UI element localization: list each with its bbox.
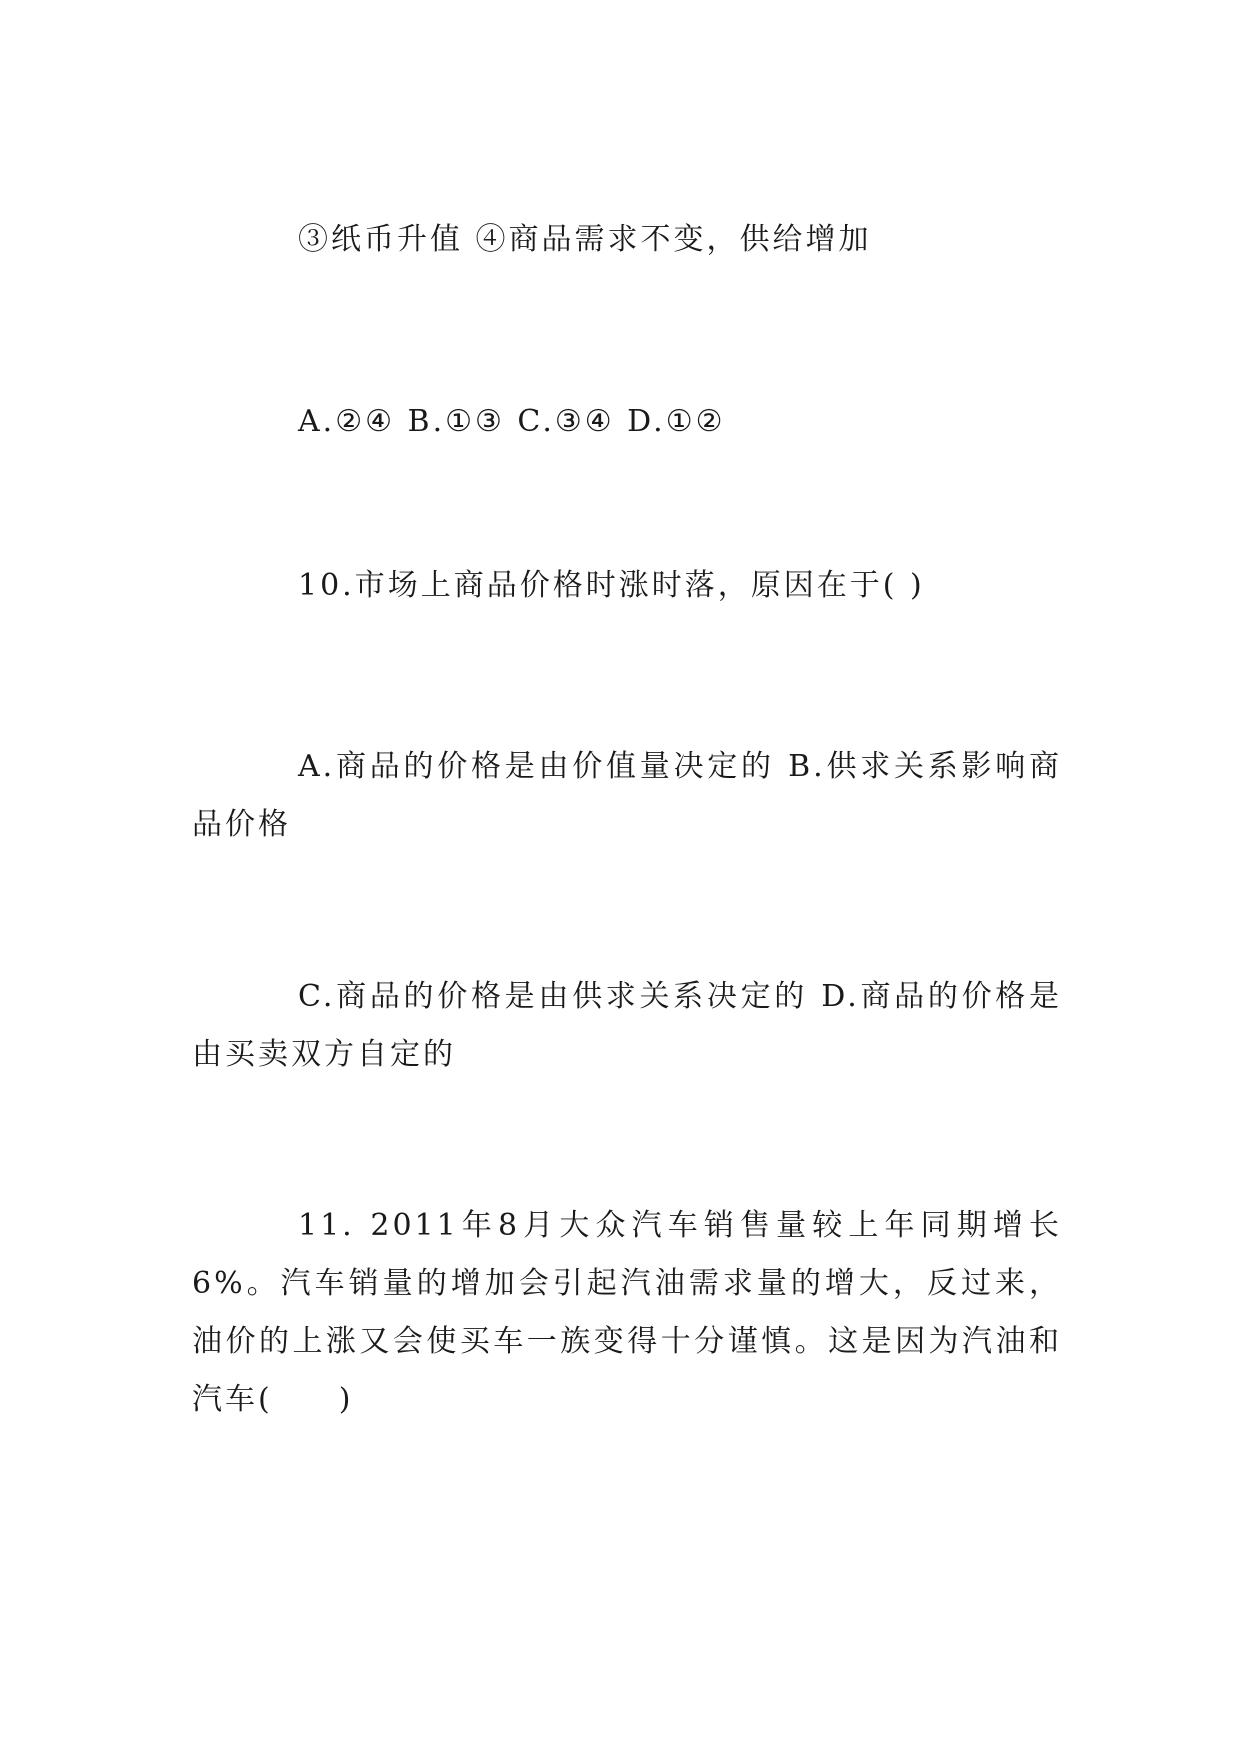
answer-choices-q10-cd: C.商品的价格是由供求关系决定的 D.商品的价格是由买卖双方自定的 — [192, 979, 1062, 1072]
option-items-3-4: ③纸币升值 ④商品需求不变，供给增加 — [298, 222, 872, 257]
answer-choices-q10-ab: A.商品的价格是由价值量决定的 B.供求关系影响商品价格 — [192, 749, 1062, 842]
question-10: 10.市场上商品价格时涨时落，原因在于( ) — [298, 568, 925, 603]
answer-choices-q9: A.②④ B.①③ C.③④ D.①② — [298, 404, 726, 439]
question-11: 11. 2011年8月大众汽车销售量较上年同期增长6%。汽车销量的增加会引起汽油需求量的增大，反过来，油价的上涨又会使买车一族变得十分谨慎。这是因为汽油和汽车( ) — [192, 1208, 1062, 1417]
